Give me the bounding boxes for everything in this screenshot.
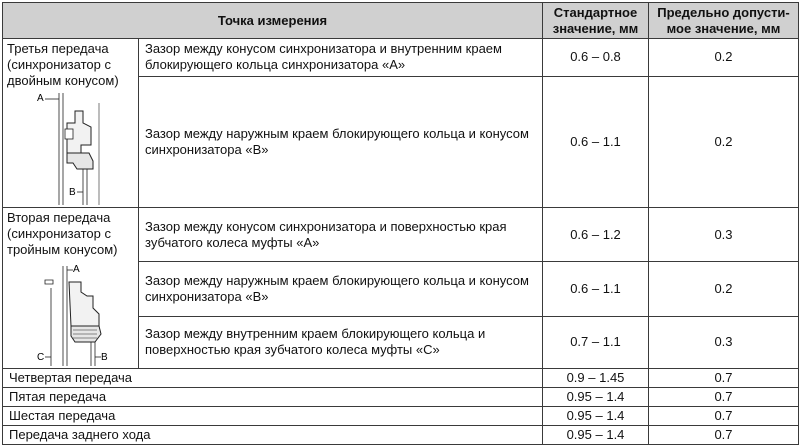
row-standard: 0.6 – 1.1 [543,262,649,316]
row-desc: Зазор между наружным краем блокирующего кольца и конусом синхронизатора «B» [139,262,543,316]
diagram-label-b: B [101,352,108,363]
row-limit: 0.7 [649,369,799,388]
group-cell-second-gear [3,208,139,369]
row-standard: 0.95 – 1.4 [543,388,649,407]
row-desc: Зазор между конусом синхронизатора и поверхностью края зубчатого колеса муфты «A» [139,208,543,262]
group-title: Вторая передача (синхронизатор с тройным конусом) [7,210,118,257]
diagram-label-b: B [69,187,76,198]
synchronizer-triple-cone-diagram [7,262,127,366]
diagram-label-c: C [37,352,45,363]
header-point: Точка измерения [3,3,543,39]
row-standard: 0.9 – 1.45 [543,369,649,388]
row-limit: 0.7 [649,388,799,407]
table-row [3,388,799,407]
header-row [3,3,799,39]
row-label: Шестая передача [3,407,543,426]
row-standard: 0.6 – 1.2 [543,208,649,262]
header-standard: Стандартное значение, мм [543,3,649,39]
row-label: Пятая передача [3,388,543,407]
diagram-label-a: A [73,264,80,275]
table-row [3,208,799,262]
row-standard: 0.7 – 1.1 [543,316,649,368]
row-limit: 0.2 [649,262,799,316]
row-limit: 0.2 [649,39,799,77]
row-label: Четвертая передача [3,369,543,388]
group-title: Третья передача (синхронизатор с двойным конусом) [7,41,119,88]
header-limit: Предельно допусти-мое значение, мм [649,3,799,39]
diagram-label-a: A [37,93,44,104]
row-label: Передача заднего хода [3,426,543,445]
group-cell-third-gear [3,39,139,208]
row-standard: 0.95 – 1.4 [543,426,649,445]
row-desc: Зазор между наружным краем блокирующего кольца и конусом синхронизатора «B» [139,76,543,207]
row-limit: 0.7 [649,407,799,426]
table-row [3,39,799,77]
row-limit: 0.3 [649,208,799,262]
row-limit: 0.3 [649,316,799,368]
row-standard: 0.6 – 1.1 [543,76,649,207]
table-row [3,426,799,445]
row-limit: 0.7 [649,426,799,445]
row-standard: 0.6 – 0.8 [543,39,649,77]
row-limit: 0.2 [649,76,799,207]
synchronizer-double-cone-diagram [7,93,127,205]
row-standard: 0.95 – 1.4 [543,407,649,426]
table-row [3,407,799,426]
measurement-table [2,2,799,445]
table-row [3,369,799,388]
row-desc: Зазор между внутренним краем блокирующего кольца и поверхностью края зубчатого колеса муфты «C» [139,316,543,368]
row-desc: Зазор между конусом синхронизатора и внутренним краем блокирующего кольца синхронизатора «A» [139,39,543,77]
